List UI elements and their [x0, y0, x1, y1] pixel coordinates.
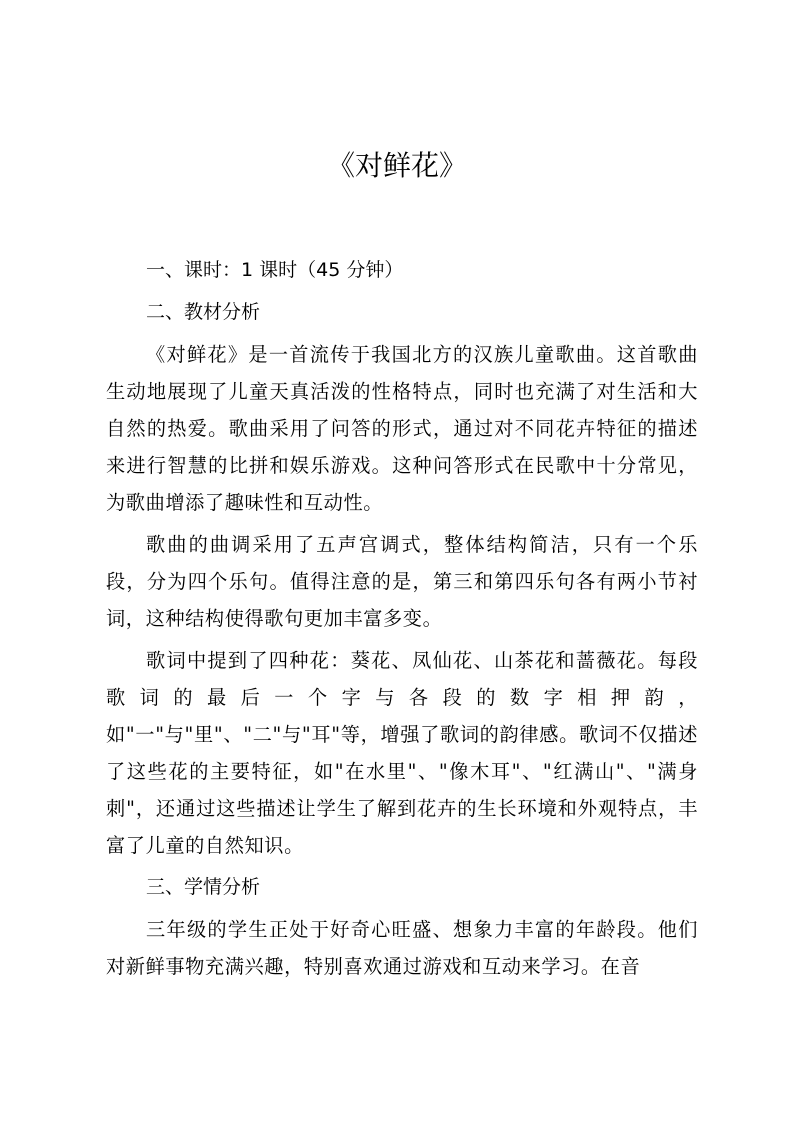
document-title: 《对鲜花》: [326, 149, 467, 182]
section-textbook-analysis: [106, 294, 698, 864]
document-body: [106, 252, 698, 985]
paragraph: 《对鲜花》是一首流传于我国北方的汉族儿童歌曲。这首歌曲生动地展现了儿童天真活泼的性格特点，同时也充满了对生活和大自然的热爱。歌曲采用了问答的形式，通过对不同花卉特征的描述来进行智慧的比拼和娱乐游戏。这种问答形式在民歌中十分常见，为歌曲增添了趣味性和互动性。: [106, 343, 698, 514]
section-heading: 一、课时：1 课时（45 分钟）: [146, 259, 404, 281]
paragraph: 三年级的学生正处于好奇心旺盛、想象力丰富的年龄段。他们对新鲜事物充满兴趣，特别喜欢通过游戏和互动来学习。在音: [106, 918, 698, 978]
section-heading: 二、教材分析: [146, 301, 261, 323]
section-learner-analysis: [106, 869, 698, 985]
paragraph: 歌曲的曲调采用了五声宫调式，整体结构简洁，只有一个乐段，分为四个乐句。值得注意的是，第三和第四乐句各有两小节衬词，这种结构使得歌句更加丰富多变。: [106, 533, 698, 630]
paragraph: 歌词中提到了四种花：葵花、凤仙花、山茶花和蔷薇花。每段歌词的最后一个字与各段的数字相押韵，如"一"与"里"、"二"与"耳"等，增强了歌词的韵律感。歌词不仅描述了这些花的主要特征，如"在水里"、"像木耳"、"红满山"、"满身刺"，还通过这些描述让学生了解到花卉的生长环境和外观特点，丰富了儿童的自然知识。: [106, 649, 698, 857]
section-heading: 三、学情分析: [146, 876, 261, 898]
section-class-hours: [106, 252, 698, 289]
